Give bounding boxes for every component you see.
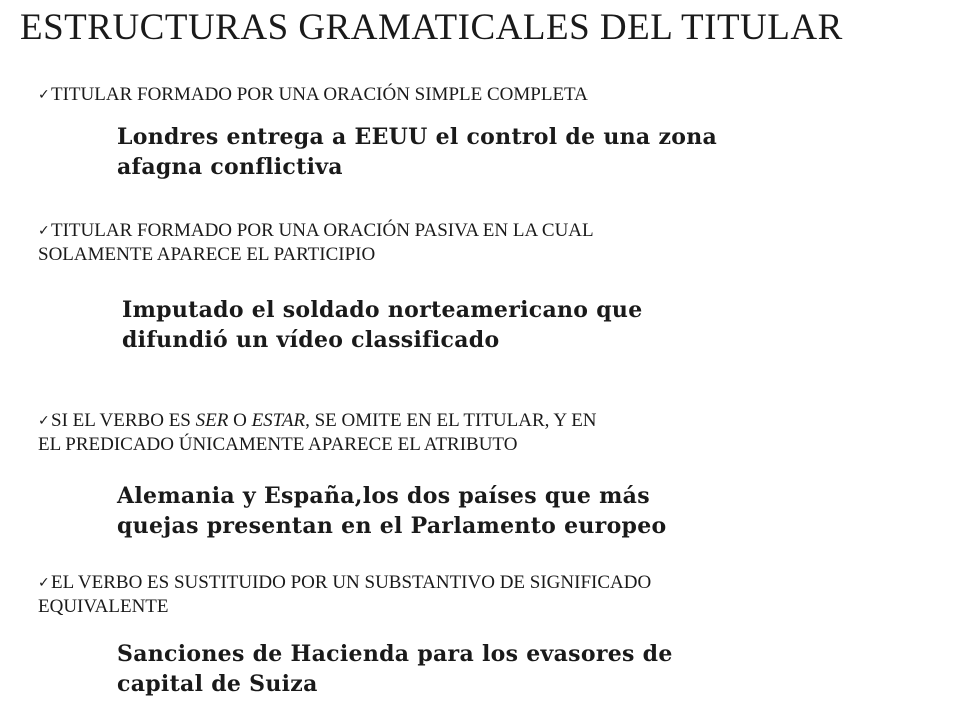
rule-point-3-part-3: O: [228, 410, 252, 431]
rule-point-4-line-1: EL VERBO ES SUSTITUIDO POR UN SUBSTANTIVO DE SIGNIFICADO: [51, 572, 652, 593]
rule-point-3-verb-estar: ESTAR: [251, 410, 306, 431]
example-headline-4-line-2: capital de Suiza: [117, 671, 318, 697]
checkmark-icon: ✓: [38, 223, 50, 239]
rule-point-3: [38, 409, 597, 457]
rule-point-3-part-5: , SE OMITE EN EL TITULAR, Y EN: [305, 410, 597, 431]
rule-point-2: [38, 219, 594, 267]
example-headline-2: [122, 295, 643, 355]
rule-point-3-verb-ser: SER: [195, 410, 229, 431]
slide-title: ESTRUCTURAS GRAMATICALES DEL TITULAR: [20, 7, 843, 48]
checkmark-icon: ✓: [38, 575, 50, 591]
rule-point-4: [38, 571, 651, 619]
example-headline-2-line-2: difundió un vídeo classificado: [122, 327, 500, 353]
rule-point-4-line-2: EQUIVALENTE: [38, 596, 169, 617]
example-headline-3-line-2: quejas presentan en el Parlamento europeo: [117, 513, 667, 539]
example-headline-4: [117, 639, 673, 699]
example-headline-1-line-2: afagna conflictiva: [117, 154, 343, 180]
example-headline-2-line-1: Imputado el soldado norteamericano que: [122, 297, 643, 323]
rule-point-3-line-2: EL PREDICADO ÚNICAMENTE APARECE EL ATRIBUTO: [38, 434, 518, 455]
rule-point-2-line-2: SOLAMENTE APARECE EL PARTICIPIO: [38, 244, 376, 265]
rule-point-2-line-1: TITULAR FORMADO POR UNA ORACIÓN PASIVA EN LA CUAL: [51, 220, 594, 241]
example-headline-4-line-1: Sanciones de Hacienda para los evasores de: [117, 641, 673, 667]
checkmark-icon: ✓: [38, 413, 50, 429]
example-headline-3: [117, 481, 667, 541]
example-headline-3-line-1: Alemania y España,los dos países que más: [117, 483, 650, 509]
rule-point-3-part-1: SI EL VERBO ES: [51, 410, 196, 431]
example-headline-1-line-1: Londres entrega a EEUU el control de una zona: [117, 124, 718, 150]
rule-point-1-line-1: TITULAR FORMADO POR UNA ORACIÓN SIMPLE COMPLETA: [51, 84, 588, 105]
rule-point-1: [38, 83, 588, 107]
checkmark-icon: ✓: [38, 87, 50, 103]
example-headline-1: [117, 122, 717, 182]
